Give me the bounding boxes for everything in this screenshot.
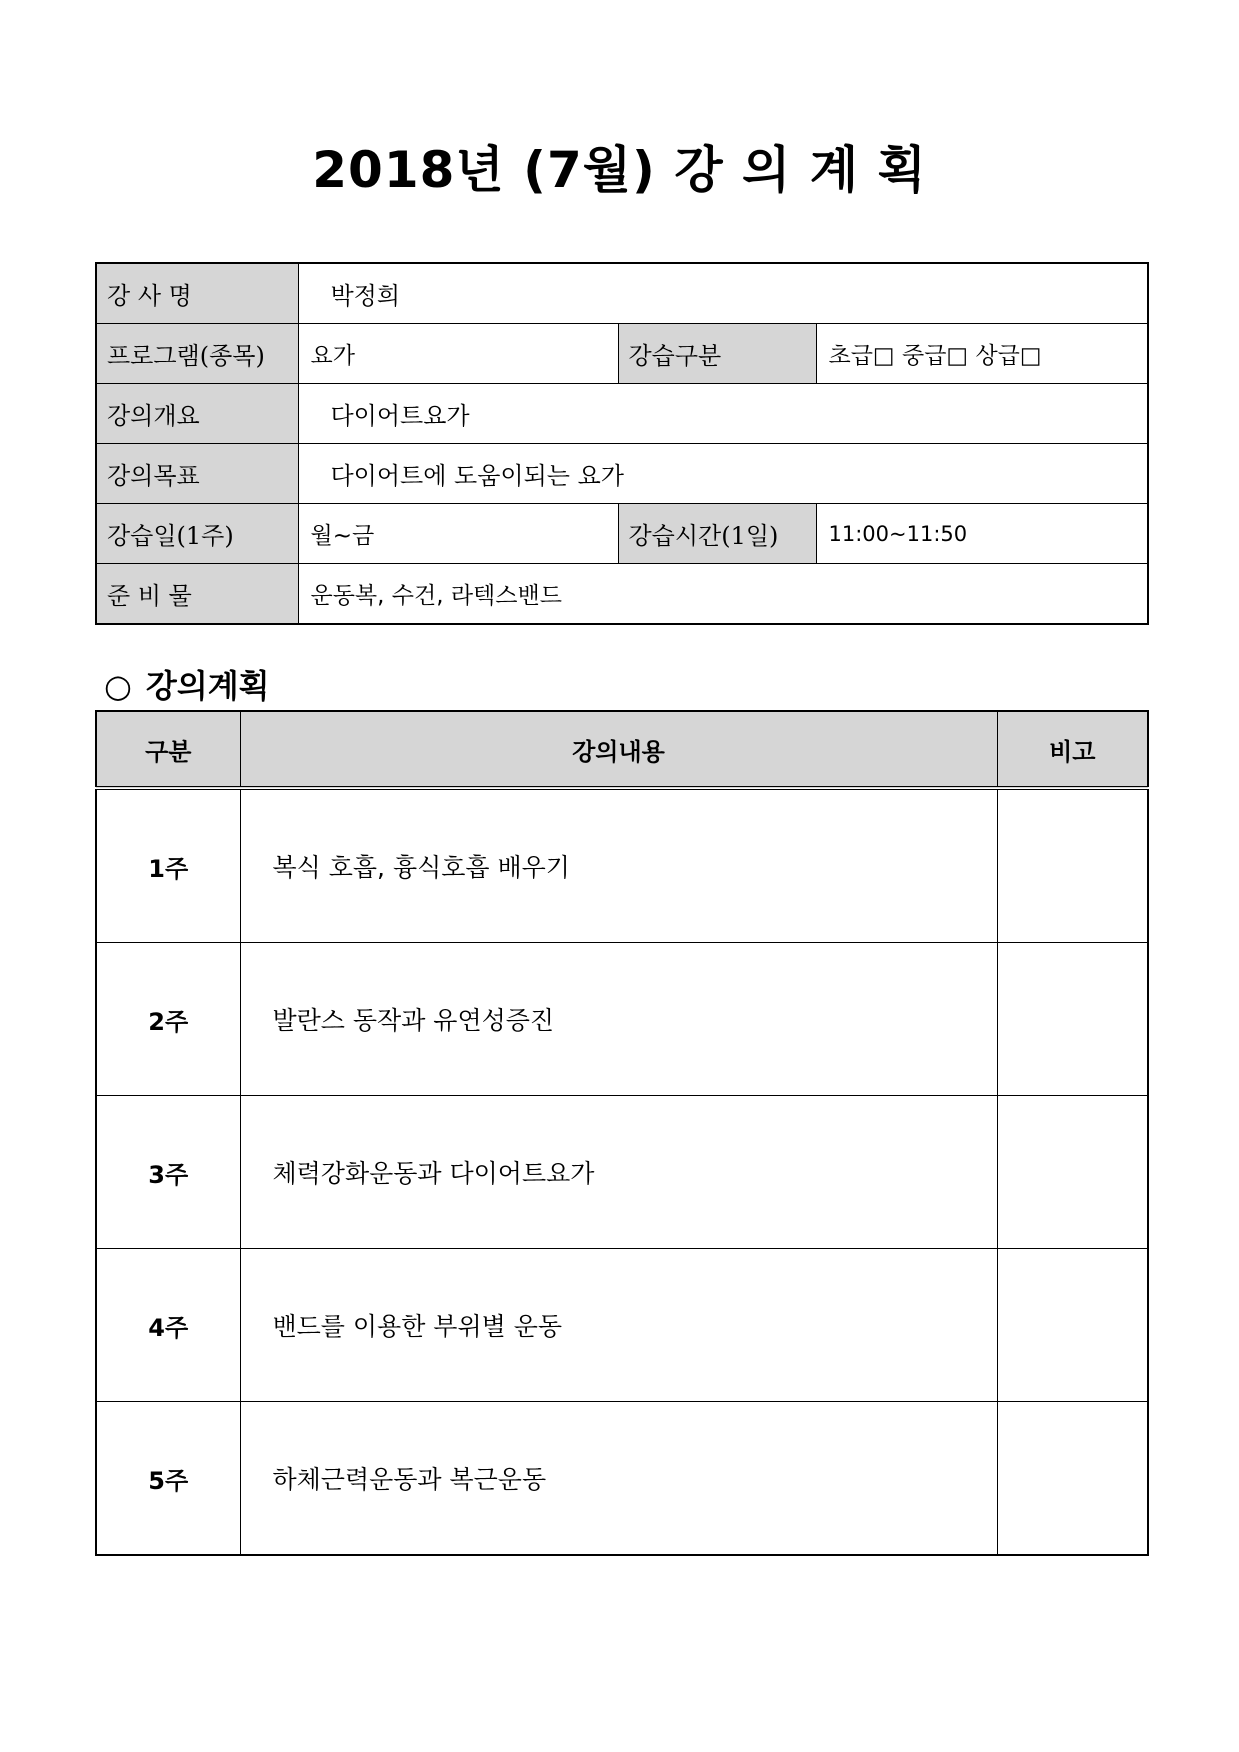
note-cell [997,1249,1148,1402]
week-cell: 1주 [96,788,240,943]
info-row-instructor [96,263,1148,324]
plan-table [95,710,1149,1556]
table-row [96,1402,1148,1556]
level-label: 강습구분 [618,324,816,384]
supplies-value: 운동복, 수건, 라텍스밴드 [298,564,1148,625]
table-row [96,788,1148,943]
column-header-week: 구분 [96,711,240,788]
supplies-label: 준 비 물 [96,564,298,625]
instructor-label: 강 사 명 [96,263,298,324]
days-label: 강습일(1주) [96,504,298,564]
table-row [96,943,1148,1096]
goal-value: 다이어트에 도움이되는 요가 [298,444,1148,504]
page-title: 2018년 (7월) 강 의 계 획 [312,141,927,199]
days-value: 월~금 [298,504,618,564]
program-label: 프로그램(종목) [96,324,298,384]
level-value: 초급□ 중급□ 상급□ [816,324,1148,384]
note-cell [997,1402,1148,1556]
week-cell: 2주 [96,943,240,1096]
week-cell: 3주 [96,1096,240,1249]
column-header-content: 강의내용 [240,711,997,788]
content-cell: 하체근력운동과 복근운동 [240,1402,997,1556]
content-cell: 밴드를 이용한 부위별 운동 [240,1249,997,1402]
goal-label: 강의목표 [96,444,298,504]
program-value: 요가 [298,324,618,384]
week-cell: 5주 [96,1402,240,1556]
content-cell: 체력강화운동과 다이어트요가 [240,1096,997,1249]
note-cell [997,1096,1148,1249]
note-cell [997,943,1148,1096]
info-row-goal [96,444,1148,504]
info-row-schedule [96,504,1148,564]
instructor-value: 박정희 [298,263,1148,324]
plan-heading [104,664,270,708]
info-row-supplies [96,564,1148,625]
time-label: 강습시간(1일) [618,504,816,564]
overview-value: 다이어트요가 [298,384,1148,444]
content-cell: 발란스 동작과 유연성증진 [240,943,997,1096]
table-row [96,1096,1148,1249]
circle-icon: ○ [104,667,132,705]
plan-header-row [96,711,1148,788]
info-table [95,262,1149,625]
time-value: 11:00~11:50 [816,504,1148,564]
column-header-note: 비고 [997,711,1148,788]
plan-heading-text: 강의계획 [145,667,270,705]
info-row-program [96,324,1148,384]
content-cell: 복식 호흡, 흉식호흡 배우기 [240,788,997,943]
week-cell: 4주 [96,1249,240,1402]
overview-label: 강의개요 [96,384,298,444]
note-cell [997,788,1148,943]
info-row-overview [96,384,1148,444]
table-row [96,1249,1148,1402]
